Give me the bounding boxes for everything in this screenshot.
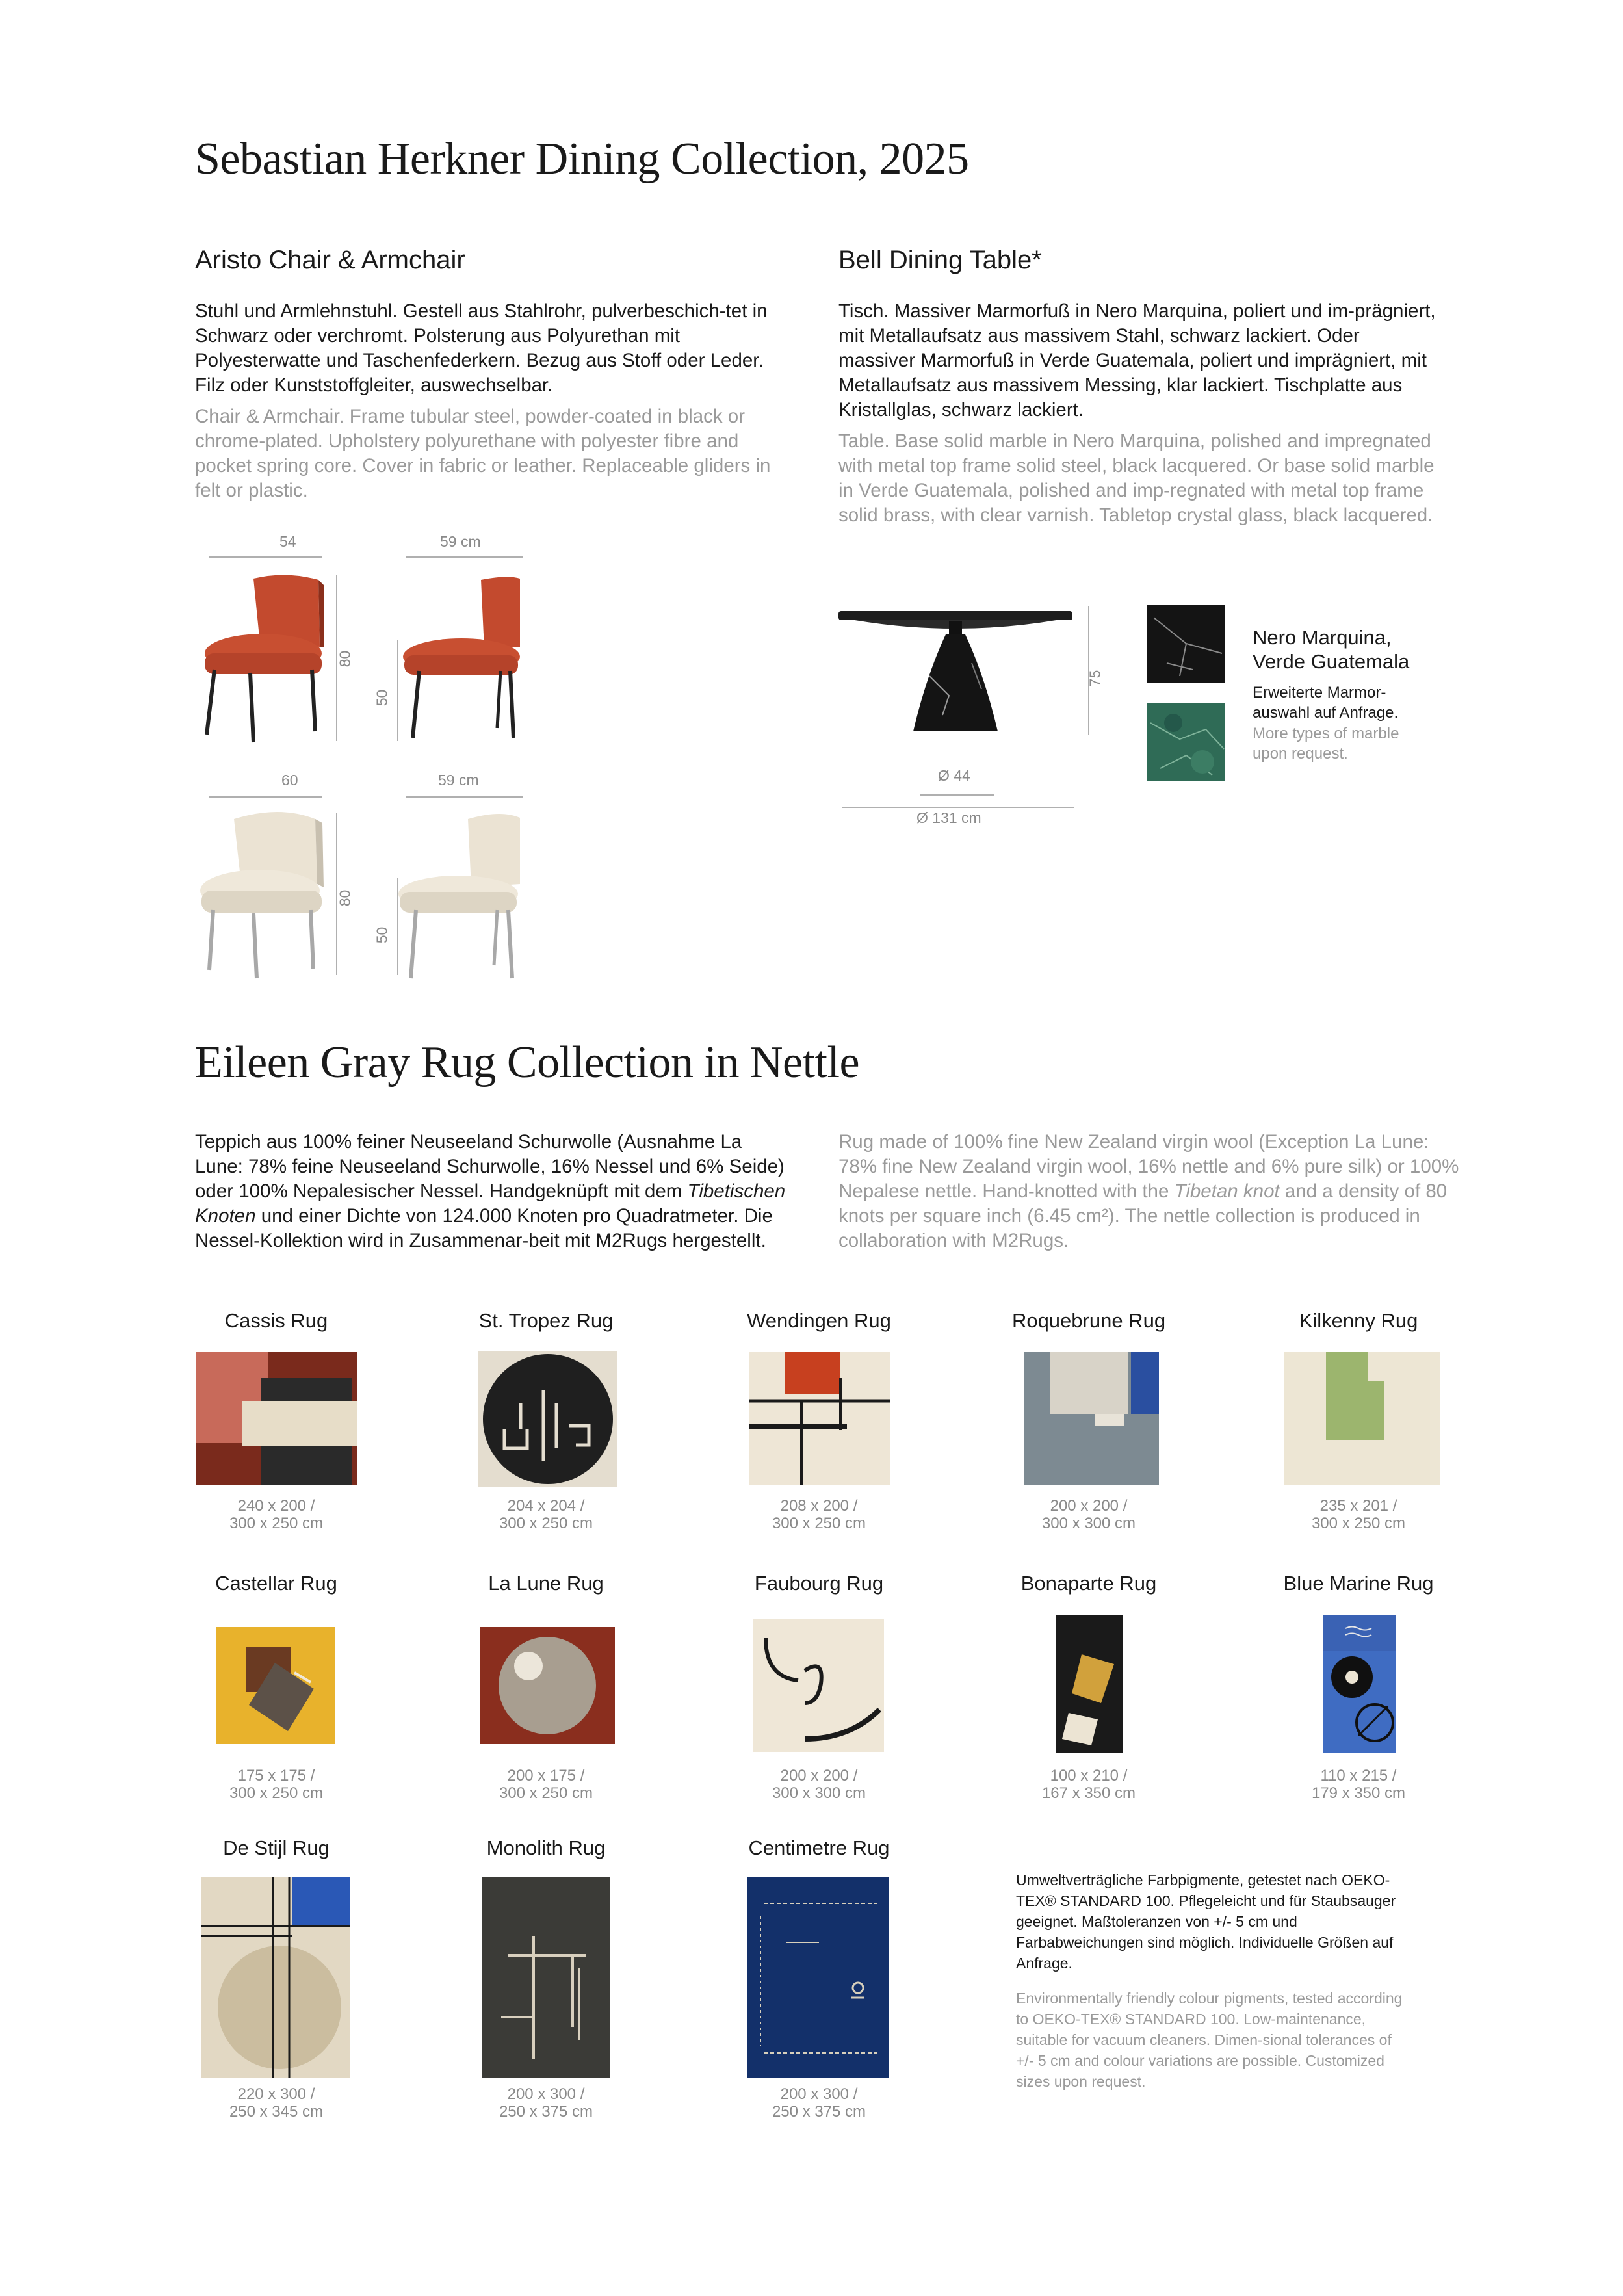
marble-note-de-1: Erweiterte Marmor- xyxy=(1253,684,1386,701)
rug-size-st-tropez: 204 x 204 / 300 x 250 cm xyxy=(499,1497,593,1532)
aristo-description-de: Stuhl und Armlehnstuhl. Gestell aus Stahlrohr, pulverbeschich-tet in Schwarz oder verchromt. Polsterung aus Polyurethan mit Polyesterwatte und Taschenfederkern. Bezug aus Stoff oder Leder. Filz oder Kunststoffgleiter, auswechselbar. xyxy=(195,300,768,396)
rug-size-centimetre: 200 x 300 / 250 x 375 cm xyxy=(772,2085,866,2120)
dim-armchair-red-height: 80 xyxy=(336,650,354,668)
rug-image-castellar xyxy=(216,1627,335,1744)
rug-size-cassis: 240 x 200 / 300 x 250 cm xyxy=(229,1497,324,1532)
chair-illustrations xyxy=(195,533,533,1001)
armchair-cream-image xyxy=(200,812,324,978)
marble-note-en-2: upon request. xyxy=(1253,745,1348,763)
rug-size-la-lune: 200 x 175 / 300 x 250 cm xyxy=(499,1767,593,1802)
rug-image-de-stijl xyxy=(201,1877,350,2078)
rug-title-blue-marine: Blue Marine Rug xyxy=(1283,1572,1434,1595)
rug-title-centimetre: Centimetre Rug xyxy=(748,1836,890,1859)
rug-title-wendingen: Wendingen Rug xyxy=(747,1309,891,1332)
armchair-red-image xyxy=(205,575,324,742)
dim-table-height: 75 xyxy=(1086,670,1104,687)
rug-image-kilkenny xyxy=(1284,1352,1440,1485)
dim-armchair-cream-height: 80 xyxy=(336,889,354,907)
rugs-description-en: Rug made of 100% fine New Zealand virgin wool (Exception La Lune: 78% fine New Zealand virgin wool, 16% nettle and 6% pure silk) or 100% Nepalese nettle. Hand-knotted with the Tibetan knot and a density of 80 knots per square inch (6.45 cm²). The nettle collection is produced in collaboration with M2Rugs. xyxy=(838,1131,1459,1251)
dining-title: Sebastian Herkner Dining Collection, 2025 xyxy=(195,134,969,184)
aristo-description-en: Chair & Armchair. Frame tubular steel, powder-coated in black or chrome-plated. Upholstery polyurethane with polyester fibre and pocket spring core. Cover in fabric or leather. Replaceable gliders in felt or plastic. xyxy=(195,406,771,501)
rug-title-monolith: Monolith Rug xyxy=(486,1836,606,1859)
rug-title-st-tropez: St. Tropez Rug xyxy=(478,1309,614,1332)
dim-armchair-cream-width: 60 xyxy=(281,772,298,789)
rug-title-faubourg: Faubourg Rug xyxy=(754,1572,884,1595)
rug-title-cassis: Cassis Rug xyxy=(224,1309,328,1332)
marble-verde-swatch xyxy=(1147,703,1225,781)
rug-title-roquebrune: Roquebrune Rug xyxy=(1011,1309,1166,1332)
rug-size-faubourg: 200 x 200 / 300 x 300 cm xyxy=(772,1767,866,1802)
chair-cream-image xyxy=(398,814,520,978)
rug-image-bonaparte xyxy=(1056,1615,1123,1753)
aristo-title: Aristo Chair & Armchair xyxy=(195,246,465,274)
rug-image-faubourg xyxy=(753,1619,884,1752)
rug-image-st-tropez xyxy=(478,1351,617,1487)
rug-image-centimetre xyxy=(747,1877,889,2078)
marble-label-1: Nero Marquina, xyxy=(1253,626,1392,649)
bell-title: Bell Dining Table* xyxy=(838,246,1042,274)
dim-chair-red-seat: 50 xyxy=(373,689,391,707)
rug-title-la-lune: La Lune Rug xyxy=(488,1572,604,1595)
rug-title-de-stijl: De Stijl Rug xyxy=(223,1836,330,1859)
rug-size-kilkenny: 235 x 201 / 300 x 250 cm xyxy=(1311,1497,1406,1532)
rugs-note-de: Umweltverträgliche Farbpigmente, getestet nach OEKO-TEX® STANDARD 100. Pflegeleicht und für Staubsauger geeignet. Maßtoleranzen von +/- 5 cm und Farbabweichungen sind möglich. Individuelle Größen auf Anfrage. xyxy=(1016,1872,1396,1972)
rugs-note-en: Environmentally friendly colour pigments, tested according to OEKO-TEX® STANDARD 100. Low-maintenance, suitable for vacuum cleaners. Dimen-sional tolerances of +/- 5 cm and colour variations are possible. Customized sizes upon request. xyxy=(1016,1990,1403,2090)
rug-title-castellar: Castellar Rug xyxy=(215,1572,337,1595)
rug-title-kilkenny: Kilkenny Rug xyxy=(1299,1309,1418,1332)
rug-image-blue-marine xyxy=(1323,1615,1396,1753)
rug-size-roquebrune: 200 x 200 / 300 x 300 cm xyxy=(1041,1497,1136,1532)
rug-image-roquebrune xyxy=(1024,1352,1159,1485)
rug-size-monolith: 200 x 300 / 250 x 375 cm xyxy=(499,2085,593,2120)
bell-description-en: Table. Base solid marble in Nero Marquina, polished and impregnated with metal top frame solid steel, black lacquered. Or base solid marble in Verde Guatemala, polished and imp-regnated with metal top frame solid brass, with clear varnish. Tabletop crystal glass, black lacquered. xyxy=(838,430,1435,526)
dim-armchair-red-width: 54 xyxy=(279,533,296,550)
rugs-title: Eileen Gray Rug Collection in Nettle xyxy=(195,1037,860,1088)
rug-size-wendingen: 208 x 200 / 300 x 250 cm xyxy=(772,1497,866,1532)
bell-description-de: Tisch. Massiver Marmorfuß in Nero Marquina, poliert und im-prägniert, mit Metallaufsatz aus massivem Stahl, schwarz lackiert. Oder massiver Marmorfuß in Verde Guatemala, poliert und imprägniert, mit Metallaufsatz aus massivem Messing, klar lackiert. Tischplatte aus Kristallglas, schwarz lackiert. xyxy=(838,300,1436,421)
marble-label-2: Verde Guatemala xyxy=(1253,650,1410,673)
dim-chair-cream-depth: 59 cm xyxy=(438,772,479,789)
rugs-description-de: Teppich aus 100% feiner Neuseeland Schurwolle (Ausnahme La Lune: 78% feine Neuseeland Schurwolle, 16% Nessel und 6% Seide) oder 100% Nepalesischer Nessel. Handgeknüpft mit dem Tibetischen Knoten und einer Dichte von 124.000 Knoten pro Quadratmeter. Die Nessel-Kollektion wird in Zusammenar-beit mit M2Rugs hergestellt. xyxy=(195,1131,786,1251)
chair-red-image xyxy=(403,577,520,738)
rug-size-castellar: 175 x 175 / 300 x 250 cm xyxy=(229,1767,324,1802)
rug-size-de-stijl: 220 x 300 / 250 x 345 cm xyxy=(229,2085,324,2120)
marble-nero-swatch xyxy=(1147,605,1225,683)
dim-chair-red-depth: 59 cm xyxy=(440,533,481,550)
marble-note-en-1: More types of marble xyxy=(1253,725,1399,742)
rug-title-bonaparte: Bonaparte Rug xyxy=(1020,1572,1157,1595)
rug-image-la-lune xyxy=(480,1627,615,1744)
rug-image-monolith xyxy=(482,1877,610,2078)
rug-image-wendingen xyxy=(749,1352,890,1485)
rug-image-cassis xyxy=(196,1352,357,1485)
dim-table-top: Ø 131 cm xyxy=(916,809,981,826)
bell-table-image xyxy=(835,598,1108,819)
marble-note-de-2: auswahl auf Anfrage. xyxy=(1253,704,1399,722)
rug-size-bonaparte: 100 x 210 / 167 x 350 cm xyxy=(1041,1767,1136,1802)
dim-table-base: Ø 44 xyxy=(938,767,970,784)
rug-size-blue-marine: 110 x 215 / 179 x 350 cm xyxy=(1311,1767,1406,1802)
dim-chair-cream-seat: 50 xyxy=(373,926,391,944)
